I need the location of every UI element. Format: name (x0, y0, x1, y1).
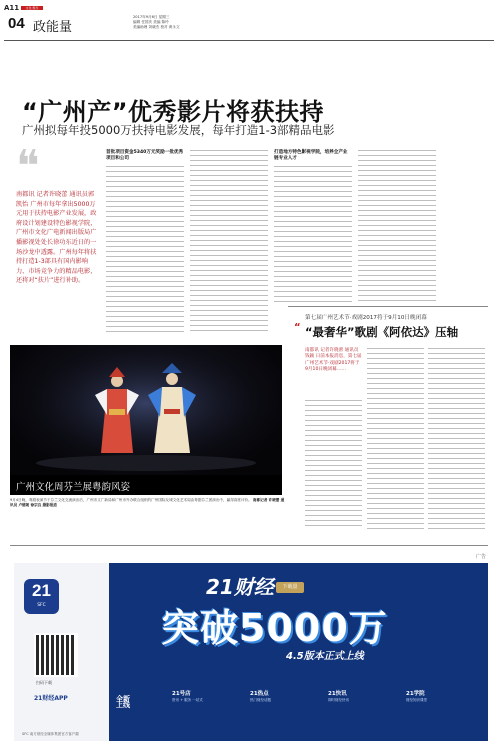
sidebar-column-1 (305, 400, 362, 530)
column-4-body (358, 150, 436, 304)
photo-caption-bar (10, 475, 282, 495)
ad-feature-item (328, 690, 398, 712)
feature-title: 21热点 (250, 691, 269, 697)
section-name: 政能量 (33, 20, 73, 35)
feature-title: 21快讯 (328, 691, 347, 697)
ad-promo-sub: 上线 (116, 701, 130, 709)
logo-number: 21 (32, 581, 51, 600)
download-label: 扫码下载 (36, 680, 52, 685)
page-code: A11 (4, 4, 20, 12)
feature-title: 21号店 (172, 691, 191, 697)
photo-caption (10, 498, 285, 508)
sidebar-title: “最奢华”歌剧《阿依达》压轴 (305, 325, 459, 339)
photo-caption-title: 广州文化周芬兰展粤韵风姿 (16, 482, 131, 493)
column-3-head: 打造地方特色影视学院，培养全产业链专业人才 (274, 150, 348, 161)
ad-ribbon: 下载量 (276, 582, 304, 593)
ad-left-panel (14, 563, 109, 741)
photo-credit: 南都记者 许晓蕾 通讯员 卢德朗 徐宗良 摄影报道 (10, 498, 285, 507)
meta-line: 美编助理 刘晓杰 校对 黄永文 (133, 25, 180, 30)
feature-text: 资讯 + 服务 一站式 (172, 698, 203, 702)
section-number: 04 (8, 15, 25, 32)
feature-title: 21学院 (406, 691, 425, 697)
feature-text: 财经知识课堂 (406, 698, 427, 702)
ad-promo-title: 全新 (116, 695, 130, 703)
header-rule (4, 40, 494, 41)
issue-meta (133, 15, 223, 31)
photo-caption-text: 9月4日晚，粤剧表演节于芬兰文化交流演出后，广州市文广新局和广州市外办联合组织的广州国际友城文化艺术周由粤剧芬兰团演出中，赢得高度评价。 (10, 498, 252, 502)
advertisement[interactable] (14, 563, 488, 741)
ad-brand: 21财经 (206, 575, 274, 599)
stage-photo (10, 345, 282, 475)
ad-feature-item (406, 690, 476, 712)
headline: “广州产”优秀影片将获扶持 (22, 98, 325, 126)
quote-mark-icon: ❝ (16, 141, 40, 192)
app-name: 21财经APP (34, 695, 68, 702)
intro-text: 南都讯 记者许晓蕾 通讯员郭凯怡 广州市每年拿出5000万元用于扶持电影产业发展，政府设计划建设特色影视学院，广州市文化广电新闻出版局广播影视处处长徐功东近日的一场沙龙中透露。广州每年将扶持打造1-3部具有国内影响力、市场竞争力的精品电影，还将对“扶片”进行补助。 (16, 191, 97, 285)
feature-text: 热门财经话题 (250, 698, 271, 702)
column-2-body (190, 150, 268, 334)
sidebar-kicker: 第七届广州艺术节·戏剧2017将于9月10日晚闭幕 (305, 315, 427, 321)
sidebar-column-3 (428, 348, 485, 530)
ad-feature-item (172, 690, 242, 712)
stage-illustration (10, 345, 282, 475)
column-3-body (274, 166, 352, 304)
qr-code-icon[interactable] (34, 633, 78, 677)
column-1-body (106, 166, 184, 334)
ad-rule (10, 545, 488, 546)
ad-features (172, 690, 480, 712)
ad-promo (116, 696, 156, 708)
sidebar-lead: 南都讯 记者许晓蕾 通讯员钱颖 日前本报消息，第七届广州艺术节·戏剧2017将于9月10日晚闭幕…… (305, 348, 362, 372)
ad-label: 广告 (475, 554, 486, 560)
ad-feature-item (250, 690, 320, 712)
section-tag: 文化·娱乐 (21, 6, 43, 10)
sidebar-rule (288, 306, 488, 307)
sidebar-column-2 (367, 348, 424, 530)
meta-line: 编辑 任国庆 美编 陈玲 (133, 20, 169, 25)
ad-sub-text: 4.5版本正式上线 (286, 651, 364, 662)
ad-big-text: 突破5000万 (161, 606, 388, 650)
subheadline: 广州拟每年投5000万扶持电影发展，每年打造1-3部精品电影 (22, 123, 335, 137)
feature-text: 即时财经快讯 (328, 698, 349, 702)
logo-sub: SFC (37, 603, 46, 608)
app-logo-icon (24, 579, 59, 614)
quote-icon: “ (294, 322, 301, 333)
meta-line: 2017年9月6日 星期三 (133, 15, 170, 19)
ad-footnote: SFC 南方财经全媒体集团官方客户端 (22, 732, 79, 736)
column-1-head: 首批项目资金5340万元奖励一批优秀项目和公司 (106, 150, 184, 161)
